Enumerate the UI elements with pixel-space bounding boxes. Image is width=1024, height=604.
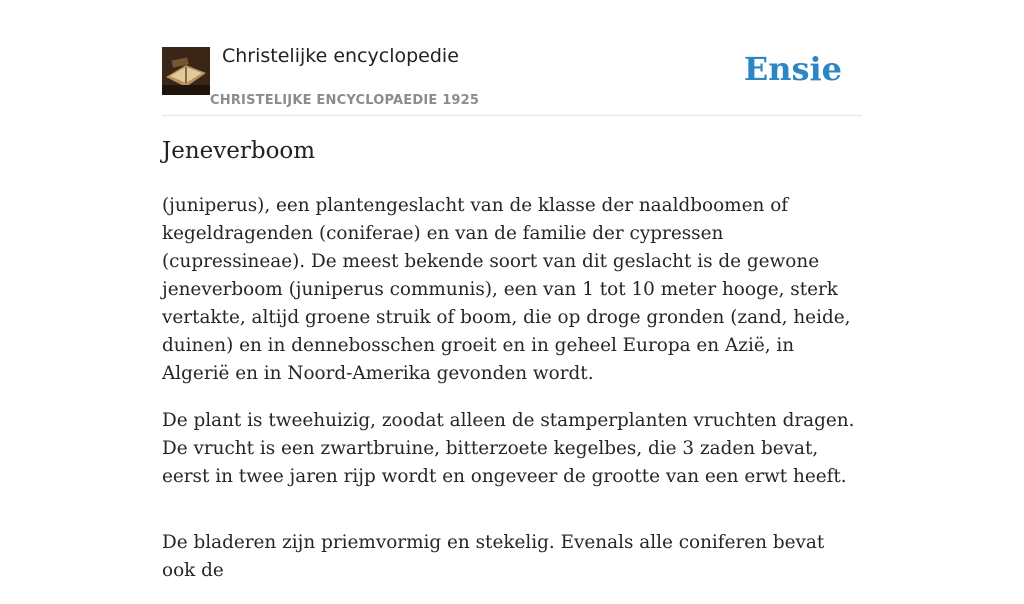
publication-subtitle[interactable]: CHRISTELIJKE ENCYCLOPAEDIE 1925 bbox=[210, 93, 480, 108]
article-body bbox=[162, 192, 862, 604]
header bbox=[162, 0, 862, 116]
brand-logo[interactable]: Ensie bbox=[743, 50, 842, 88]
article-title: Jeneverboom bbox=[162, 138, 316, 164]
article-paragraph: De bladeren zijn priemvormig en stekelig. Evenals alle coniferen bevat ook de bbox=[162, 532, 825, 581]
book-icon bbox=[162, 47, 210, 95]
publication-avatar[interactable] bbox=[162, 47, 210, 95]
publication-name[interactable]: Christelijke encyclopedie bbox=[222, 45, 459, 67]
article-paragraph: (juniperus), een plantengeslacht van de klasse der naaldboomen of kegeldragenden (coniferae) en van de familie der cypressen (cupressineae). De meest bekende soort van dit geslacht is de gewone jeneverboom (juniperus communis), een van 1 tot 10 meter hooge, sterk vertakte, altijd groene struik of boom, die op droge gronden (zand, heide, duinen) en in dennebosschen groeit en in geheel Europa en Azië, in Algerië en in Noord-Amerika gevonden wordt. bbox=[162, 195, 851, 384]
article-paragraph: De plant is tweehuizig, zoodat alleen de stamperplanten vruchten dragen. De vrucht is een zwartbruine, bitterzoete kegelbes, die 3 zaden bevat, eerst in twee jaren rijp wordt en ongeveer de grootte van een erwt heeft. bbox=[162, 410, 855, 487]
